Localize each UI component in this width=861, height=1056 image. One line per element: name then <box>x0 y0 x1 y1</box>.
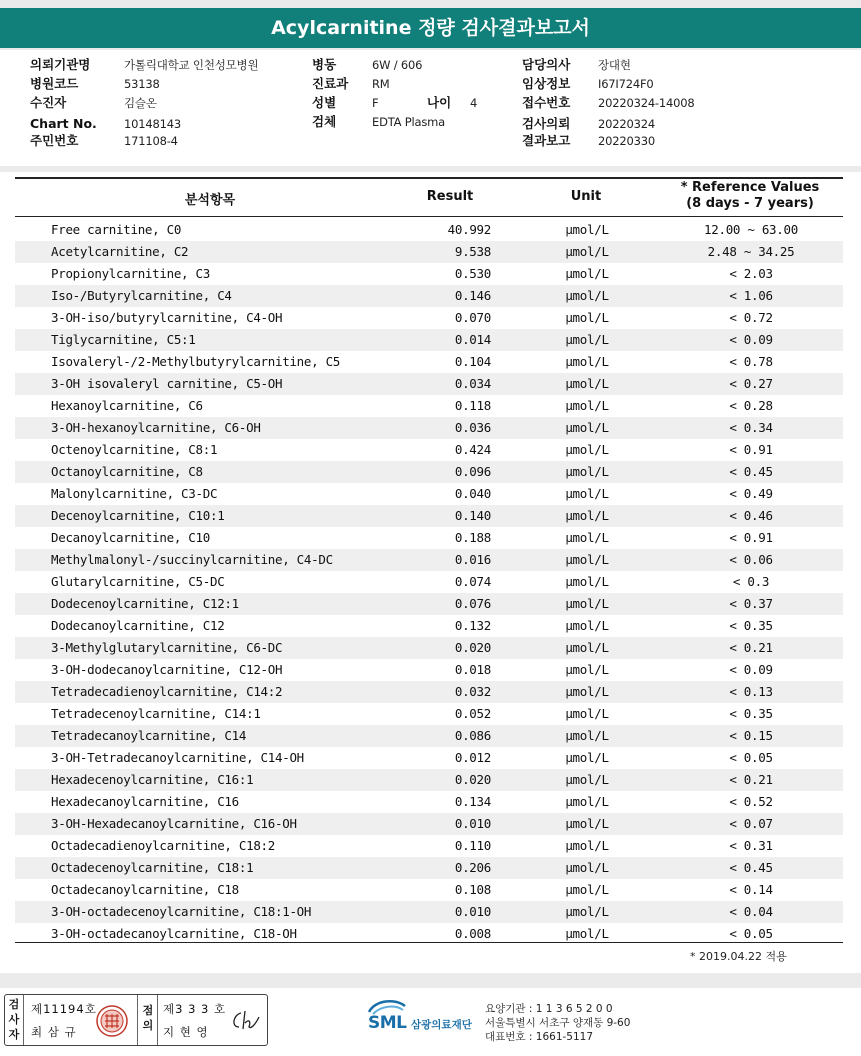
unit-value: μmol/L <box>565 244 609 259</box>
analyte-name: 3-OH-octadecenoylcarnitine, C18:1-OH <box>51 904 312 919</box>
specimen-value: EDTA Plasma <box>372 115 445 129</box>
reference-value: < 0.09 <box>729 662 773 677</box>
unit-value: μmol/L <box>565 750 609 765</box>
unit-value: μmol/L <box>565 222 609 237</box>
result-value: 0.206 <box>454 860 491 875</box>
analyte-name: 3-OH-iso/butyrylcarnitine, C4-OH <box>51 310 283 325</box>
unit-value: μmol/L <box>565 266 609 281</box>
table-row <box>15 835 843 857</box>
table-row <box>15 285 843 307</box>
hospital-code-value: 53138 <box>124 77 160 91</box>
analyte-name: 3-OH isovaleryl carnitine, C5-OH <box>51 376 283 391</box>
header-reference-range: (8 days - 7 years) <box>686 196 814 211</box>
reference-value: < 0.78 <box>729 354 773 369</box>
result-value: 0.032 <box>454 684 491 699</box>
signature-divider <box>23 995 24 1045</box>
chart-no-label: Chart No. <box>30 116 97 131</box>
unit-value: μmol/L <box>565 332 609 347</box>
unit-value: μmol/L <box>565 904 609 919</box>
unit-value: μmol/L <box>565 552 609 567</box>
patient-label: 수진자 <box>30 95 67 110</box>
reference-value: < 0.04 <box>729 904 773 919</box>
unit-value: μmol/L <box>565 860 609 875</box>
result-value: 0.014 <box>454 332 491 347</box>
analyte-name: Tetradecenoylcarnitine, C14:1 <box>51 706 261 721</box>
analyte-name: Iso-/Butyrylcarnitine, C4 <box>51 288 232 303</box>
reference-value: < 0.46 <box>729 508 773 523</box>
header-unit: Unit <box>570 189 602 204</box>
unit-value: μmol/L <box>565 420 609 435</box>
hospital-label: 의뢰기관명 <box>30 57 91 72</box>
unit-value: μmol/L <box>565 662 609 677</box>
result-value: 0.188 <box>454 530 491 545</box>
table-row <box>15 813 843 835</box>
unit-value: μmol/L <box>565 684 609 699</box>
table-row <box>15 373 843 395</box>
table-row <box>15 219 843 241</box>
analyte-name: Methylmalonyl-/succinylcarnitine, C4-DC <box>51 552 333 567</box>
reference-value: < 1.06 <box>729 288 773 303</box>
result-value: 0.530 <box>454 266 491 281</box>
request-date-label: 검사의뢰 <box>522 116 571 131</box>
analyte-name: Free carnitine, C0 <box>51 222 182 237</box>
reference-value: < 0.91 <box>729 530 773 545</box>
reference-value: < 2.03 <box>729 266 773 281</box>
doctor-value: 장대현 <box>598 58 631 72</box>
table-row <box>15 395 843 417</box>
tester-label: 검사자 <box>8 998 20 1041</box>
result-value: 0.108 <box>454 882 491 897</box>
hospital-value: 가톨릭대학교 인천성모병원 <box>124 58 259 72</box>
reference-value: < 0.13 <box>729 684 773 699</box>
table-row <box>15 505 843 527</box>
info-panel <box>0 50 861 166</box>
result-value: 0.086 <box>454 728 491 743</box>
header-top-rule <box>15 177 843 179</box>
table-row <box>15 241 843 263</box>
header-result: Result <box>426 189 474 204</box>
unit-value: μmol/L <box>565 706 609 721</box>
org-name: 삼광의료재단 <box>411 1019 472 1031</box>
unit-value: μmol/L <box>565 618 609 633</box>
table-row <box>15 549 843 571</box>
signature-divider <box>137 995 138 1045</box>
unit-value: μmol/L <box>565 310 609 325</box>
reference-value: < 0.52 <box>729 794 773 809</box>
unit-value: μmol/L <box>565 728 609 743</box>
reference-value: < 0.07 <box>729 816 773 831</box>
result-value: 0.118 <box>454 398 491 413</box>
result-value: 0.110 <box>454 838 491 853</box>
reference-value: < 0.28 <box>729 398 773 413</box>
table-row <box>15 659 843 681</box>
analyte-name: Glutarylcarnitine, C5-DC <box>51 574 225 589</box>
reference-value: < 0.15 <box>729 728 773 743</box>
result-value: 0.020 <box>454 640 491 655</box>
analyte-name: 3-OH-hexanoylcarnitine, C6-OH <box>51 420 261 435</box>
reference-value: < 0.35 <box>729 618 773 633</box>
doctor-label: 담당의사 <box>522 57 571 72</box>
unit-value: μmol/L <box>565 442 609 457</box>
reference-footnote: * 2019.04.22 적용 <box>690 950 787 963</box>
table-row <box>15 725 843 747</box>
analyte-name: Propionylcarnitine, C3 <box>51 266 210 281</box>
analyte-name: Octanoylcarnitine, C8 <box>51 464 203 479</box>
analyte-name: Hexadecanoylcarnitine, C16 <box>51 794 239 809</box>
report-title: Acylcarnitine 정량 검사결과보고서 <box>0 8 861 48</box>
unit-value: μmol/L <box>565 882 609 897</box>
analyte-name: Octadecadienoylcarnitine, C18:2 <box>51 838 275 853</box>
sex-value: F <box>372 96 379 110</box>
ward-label: 병동 <box>312 57 337 72</box>
analyte-name: Octadecanoylcarnitine, C18 <box>51 882 239 897</box>
analyte-name: Malonylcarnitine, C3-DC <box>51 486 218 501</box>
approver-name: 지 현 영 <box>163 1025 209 1039</box>
analyte-name: Decenoylcarnitine, C10:1 <box>51 508 225 523</box>
header-reference <box>660 180 840 212</box>
result-value: 0.424 <box>454 442 491 457</box>
reference-value: < 0.45 <box>729 860 773 875</box>
result-value: 0.052 <box>454 706 491 721</box>
table-row <box>15 681 843 703</box>
phone: 대표번호 : 1661-5117 <box>485 1031 594 1043</box>
unit-value: μmol/L <box>565 772 609 787</box>
result-value: 0.132 <box>454 618 491 633</box>
table-row <box>15 417 843 439</box>
request-date-value: 20220324 <box>598 117 655 131</box>
result-value: 0.070 <box>454 310 491 325</box>
table-row <box>15 791 843 813</box>
reference-value: < 0.35 <box>729 706 773 721</box>
unit-value: μmol/L <box>565 816 609 831</box>
reference-value: < 0.45 <box>729 464 773 479</box>
analyte-name: Tetradecanoylcarnitine, C14 <box>51 728 247 743</box>
analyte-name: Tiglycarnitine, C5:1 <box>51 332 196 347</box>
result-value: 0.020 <box>454 772 491 787</box>
analyte-name: Decanoylcarnitine, C10 <box>51 530 210 545</box>
analyte-name: Octenoylcarnitine, C8:1 <box>51 442 218 457</box>
unit-value: μmol/L <box>565 838 609 853</box>
header-analyte: 분석항목 <box>184 193 236 208</box>
address: 서울특별시 서초구 양재동 9-60 <box>485 1017 631 1029</box>
result-value: 0.008 <box>454 926 491 941</box>
patient-value: 김슬온 <box>124 96 157 110</box>
approver-label: 점의 <box>142 1004 154 1032</box>
analyte-name: Acetylcarnitine, C2 <box>51 244 189 259</box>
reference-value: 12.00 ~ 63.00 <box>704 222 798 237</box>
report-date-label: 결과보고 <box>522 133 571 148</box>
reference-value: < 0.06 <box>729 552 773 567</box>
unit-value: μmol/L <box>565 508 609 523</box>
age-label: 나이 <box>427 95 452 110</box>
table-body <box>15 219 843 945</box>
receipt-no-value: 20220324-14008 <box>598 96 695 110</box>
department-value: RM <box>372 77 390 91</box>
specimen-label: 검체 <box>312 114 337 129</box>
analyte-name: 3-OH-Tetradecanoylcarnitine, C14-OH <box>51 750 304 765</box>
header-bottom-rule <box>15 216 843 217</box>
reference-value: < 0.05 <box>729 750 773 765</box>
analyte-name: 3-OH-octadecanoylcarnitine, C18-OH <box>51 926 297 941</box>
reference-value: < 0.27 <box>729 376 773 391</box>
reference-value: < 0.21 <box>729 640 773 655</box>
result-value: 9.538 <box>454 244 491 259</box>
chart-no-value: 10148143 <box>124 117 181 131</box>
table-row <box>15 637 843 659</box>
ward-value: 6W / 606 <box>372 58 423 72</box>
tester-license: 제11194호 <box>31 1002 97 1016</box>
clinical-info-label: 임상정보 <box>522 76 571 91</box>
signature-divider <box>157 995 158 1045</box>
table-row <box>15 879 843 901</box>
unit-value: μmol/L <box>565 464 609 479</box>
analyte-name: 3-OH-dodecanoylcarnitine, C12-OH <box>51 662 283 677</box>
results-table <box>0 172 861 973</box>
department-label: 진료과 <box>312 76 349 91</box>
table-row <box>15 439 843 461</box>
unit-value: μmol/L <box>565 288 609 303</box>
signature-icon <box>227 1007 261 1035</box>
reference-value: < 0.37 <box>729 596 773 611</box>
table-row <box>15 307 843 329</box>
analyte-name: Isovaleryl-/2-Methylbutyrylcarnitine, C5 <box>51 354 341 369</box>
reference-value: 2.48 ~ 34.25 <box>707 244 795 259</box>
result-value: 0.140 <box>454 508 491 523</box>
table-row <box>15 263 843 285</box>
order-no-value: 171108-4 <box>124 134 178 148</box>
seal-icon <box>95 1004 129 1038</box>
sml-logo-text: SML <box>368 1013 407 1033</box>
reference-value: < 0.3 <box>732 574 770 589</box>
analyte-name: Hexadecenoylcarnitine, C16:1 <box>51 772 254 787</box>
table-row <box>15 857 843 879</box>
table-row <box>15 571 843 593</box>
unit-value: μmol/L <box>565 794 609 809</box>
result-value: 0.010 <box>454 904 491 919</box>
header-reference-title: * Reference Values <box>680 180 820 195</box>
order-no-label: 주민번호 <box>30 133 79 148</box>
approver-license: 제3 3 3 호 <box>163 1002 227 1016</box>
age-value: 4 <box>470 96 478 110</box>
table-row <box>15 901 843 923</box>
reference-value: < 0.31 <box>729 838 773 853</box>
reference-value: < 0.72 <box>729 310 773 325</box>
reference-value: < 0.21 <box>729 772 773 787</box>
table-row <box>15 615 843 637</box>
result-value: 0.010 <box>454 816 491 831</box>
result-value: 0.134 <box>454 794 491 809</box>
result-value: 0.076 <box>454 596 491 611</box>
unit-value: μmol/L <box>565 530 609 545</box>
analyte-name: Dodecenoylcarnitine, C12:1 <box>51 596 239 611</box>
unit-value: μmol/L <box>565 640 609 655</box>
clinical-info-value: I67I724F0 <box>598 77 654 91</box>
analyte-name: Tetradecadienoylcarnitine, C14:2 <box>51 684 283 699</box>
signature-box <box>4 994 268 1046</box>
table-row <box>15 527 843 549</box>
table-row <box>15 483 843 505</box>
table-bottom-rule <box>15 942 843 943</box>
unit-value: μmol/L <box>565 398 609 413</box>
table-row <box>15 703 843 725</box>
analyte-name: Hexanoylcarnitine, C6 <box>51 398 203 413</box>
result-value: 0.036 <box>454 420 491 435</box>
result-value: 0.096 <box>454 464 491 479</box>
analyte-name: 3-Methylglutarylcarnitine, C6-DC <box>51 640 283 655</box>
reference-value: < 0.09 <box>729 332 773 347</box>
result-value: 0.012 <box>454 750 491 765</box>
reference-value: < 0.05 <box>729 926 773 941</box>
reference-value: < 0.34 <box>729 420 773 435</box>
analyte-name: Octadecenoylcarnitine, C18:1 <box>51 860 254 875</box>
result-value: 0.104 <box>454 354 491 369</box>
table-row <box>15 747 843 769</box>
table-row <box>15 351 843 373</box>
reference-value: < 0.14 <box>729 882 773 897</box>
sex-label: 성별 <box>312 95 337 110</box>
result-value: 0.016 <box>454 552 491 567</box>
table-row <box>15 461 843 483</box>
result-value: 0.074 <box>454 574 491 589</box>
result-value: 0.146 <box>454 288 491 303</box>
report-footer <box>0 988 861 1056</box>
unit-value: μmol/L <box>565 376 609 391</box>
care-institution: 요양기관 : 1 1 3 6 5 2 0 0 <box>485 1003 613 1015</box>
table-row <box>15 329 843 351</box>
result-value: 0.034 <box>454 376 491 391</box>
hospital-code-label: 병원코드 <box>30 76 79 91</box>
unit-value: μmol/L <box>565 596 609 611</box>
unit-value: μmol/L <box>565 354 609 369</box>
receipt-no-label: 접수번호 <box>522 95 571 110</box>
reference-value: < 0.91 <box>729 442 773 457</box>
reference-value: < 0.49 <box>729 486 773 501</box>
analyte-name: 3-OH-Hexadecanoylcarnitine, C16-OH <box>51 816 297 831</box>
unit-value: μmol/L <box>565 574 609 589</box>
analyte-name: Dodecanoylcarnitine, C12 <box>51 618 225 633</box>
result-value: 40.992 <box>447 222 491 237</box>
result-value: 0.040 <box>454 486 491 501</box>
unit-value: μmol/L <box>565 926 609 941</box>
report-date-value: 20220330 <box>598 134 655 148</box>
unit-value: μmol/L <box>565 486 609 501</box>
table-row <box>15 769 843 791</box>
tester-name: 최 삼 규 <box>31 1025 77 1039</box>
result-value: 0.018 <box>454 662 491 677</box>
table-row <box>15 593 843 615</box>
